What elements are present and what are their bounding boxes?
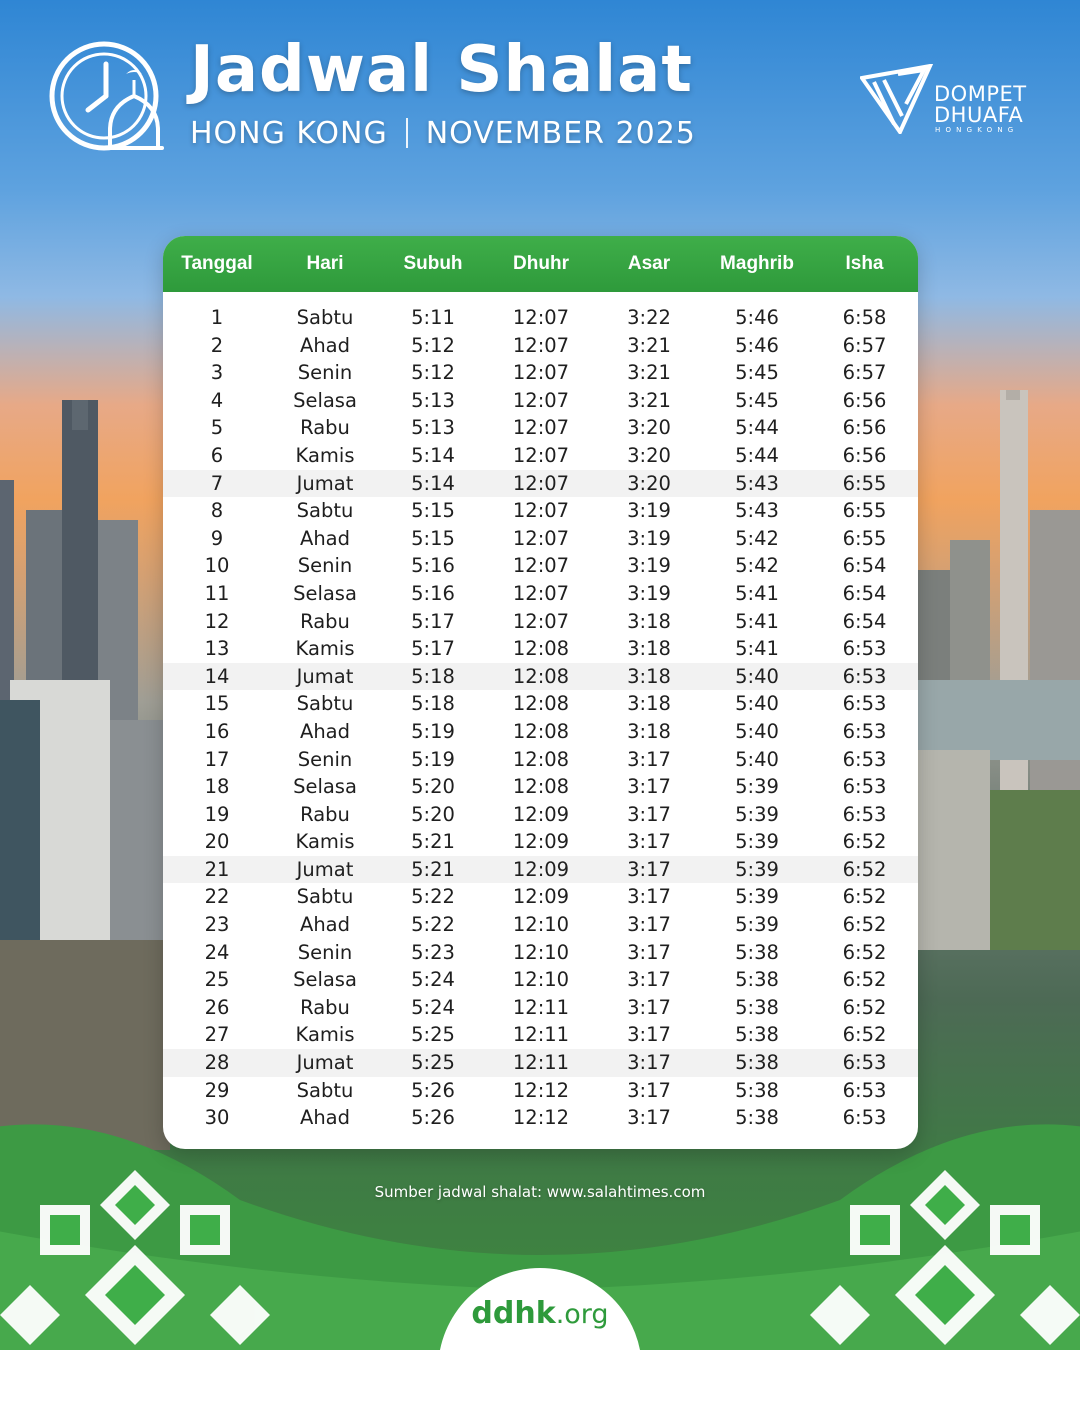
cell-tanggal: 17	[204, 747, 230, 771]
cell-asar: 3:17	[627, 1023, 671, 1047]
ornament-right-decoration	[800, 1165, 1080, 1350]
brand-name	[934, 84, 1027, 126]
table-row	[163, 1021, 918, 1049]
cell-hari: Sabtu	[296, 692, 354, 716]
table-row	[163, 497, 918, 525]
cell-asar: 3:21	[627, 361, 671, 385]
cell-hari: Kamis	[295, 1023, 355, 1047]
cell-isha: 6:54	[842, 554, 887, 578]
table-row	[163, 442, 918, 470]
cell-subuh: 5:25	[411, 1051, 455, 1075]
column-header-maghrib: Maghrib	[720, 253, 794, 274]
cell-asar: 3:19	[627, 526, 671, 550]
cell-tanggal: 30	[204, 1106, 230, 1130]
cell-tanggal: 22	[204, 885, 230, 909]
cell-subuh: 5:17	[411, 609, 455, 633]
table-row	[163, 746, 918, 774]
cell-tanggal: 10	[204, 554, 230, 578]
cell-hari: Ahad	[299, 913, 351, 937]
cell-dhuhr: 12:10	[512, 940, 570, 964]
cell-asar: 3:17	[627, 940, 671, 964]
cell-dhuhr: 12:08	[512, 719, 570, 743]
cell-subuh: 5:14	[411, 443, 455, 467]
cell-subuh: 5:21	[411, 857, 455, 881]
cell-asar: 3:17	[627, 995, 671, 1019]
cell-maghrib: 5:38	[735, 1051, 779, 1075]
cell-isha: 6:55	[842, 471, 887, 495]
cell-subuh: 5:16	[411, 554, 455, 578]
column-header-isha: Isha	[845, 253, 884, 274]
cell-hari: Ahad	[299, 333, 351, 357]
cell-maghrib: 5:39	[735, 885, 779, 909]
cell-isha: 6:53	[842, 747, 887, 771]
cell-hari: Selasa	[293, 581, 357, 605]
cell-subuh: 5:24	[411, 995, 455, 1019]
cell-tanggal: 29	[204, 1078, 230, 1102]
cell-subuh: 5:23	[411, 940, 455, 964]
cell-isha: 6:53	[842, 1106, 887, 1130]
cell-asar: 3:21	[627, 388, 671, 412]
cell-asar: 3:17	[627, 913, 671, 937]
cell-dhuhr: 12:08	[512, 692, 570, 716]
cell-tanggal: 25	[204, 968, 230, 992]
cell-dhuhr: 12:07	[512, 609, 570, 633]
cell-dhuhr: 12:12	[512, 1106, 570, 1130]
cell-subuh: 5:19	[411, 747, 455, 771]
column-header-asar: Asar	[627, 253, 671, 274]
cell-dhuhr: 12:08	[512, 775, 570, 799]
cell-maghrib: 5:46	[735, 333, 779, 357]
cell-isha: 6:53	[842, 1078, 887, 1102]
cell-subuh: 5:18	[411, 692, 455, 716]
table-row	[163, 359, 918, 387]
cell-hari: Jumat	[296, 1051, 354, 1075]
subtitle-divider	[406, 118, 408, 148]
website-tld: .org	[555, 1299, 609, 1330]
cell-isha: 6:56	[842, 416, 887, 440]
cell-hari: Jumat	[296, 471, 354, 495]
website-link[interactable]	[438, 1296, 642, 1331]
table-row	[163, 608, 918, 636]
table-row	[163, 1077, 918, 1105]
page-title: Jadwal Shalat	[190, 33, 693, 107]
table-row	[163, 525, 918, 553]
month-label: NOVEMBER 2025	[425, 116, 696, 151]
table-body	[163, 292, 918, 1132]
cell-maghrib: 5:38	[735, 995, 779, 1019]
cell-maghrib: 5:41	[735, 609, 779, 633]
cell-asar: 3:19	[627, 581, 671, 605]
cell-isha: 6:52	[842, 857, 887, 881]
cell-isha: 6:53	[842, 775, 887, 799]
cell-hari: Kamis	[295, 443, 355, 467]
cell-hari: Jumat	[296, 857, 354, 881]
cell-hari: Ahad	[299, 526, 351, 550]
cell-asar: 3:17	[627, 968, 671, 992]
cell-dhuhr: 12:09	[512, 885, 570, 909]
dompet-dhuafa-logo-icon	[860, 64, 934, 134]
skyline-left-illustration	[0, 400, 170, 1150]
cell-asar: 3:20	[627, 443, 671, 467]
cell-isha: 6:52	[842, 940, 887, 964]
column-header-hari: Hari	[306, 253, 344, 274]
cell-maghrib: 5:40	[735, 719, 779, 743]
cell-hari: Kamis	[295, 830, 355, 854]
cell-maghrib: 5:40	[735, 747, 779, 771]
cell-maghrib: 5:38	[735, 968, 779, 992]
cell-asar: 3:18	[627, 692, 671, 716]
ornament-left-decoration	[0, 1165, 280, 1350]
cell-isha: 6:54	[842, 609, 887, 633]
cell-tanggal: 24	[204, 940, 230, 964]
cell-dhuhr: 12:08	[512, 637, 570, 661]
cell-tanggal: 6	[210, 443, 224, 467]
page-subtitle	[190, 116, 696, 151]
cell-maghrib: 5:38	[735, 1078, 779, 1102]
cell-isha: 6:56	[842, 443, 887, 467]
source-note: Sumber jadwal shalat: www.salahtimes.com	[374, 1183, 706, 1201]
cell-asar: 3:21	[627, 333, 671, 357]
cell-tanggal: 19	[204, 802, 230, 826]
cell-hari: Selasa	[293, 968, 357, 992]
cell-isha: 6:52	[842, 830, 887, 854]
cell-asar: 3:18	[627, 637, 671, 661]
cell-asar: 3:22	[627, 306, 671, 329]
cell-subuh: 5:20	[411, 775, 455, 799]
cell-tanggal: 9	[210, 526, 224, 550]
cell-tanggal: 14	[204, 664, 230, 688]
cell-maghrib: 5:46	[735, 306, 779, 329]
cell-subuh: 5:22	[411, 913, 455, 937]
cell-tanggal: 23	[204, 913, 230, 937]
cell-tanggal: 13	[204, 637, 230, 661]
cell-maghrib: 5:43	[735, 471, 779, 495]
cell-maghrib: 5:39	[735, 802, 779, 826]
cell-dhuhr: 12:10	[512, 968, 570, 992]
cell-dhuhr: 12:07	[512, 526, 570, 550]
cell-hari: Ahad	[299, 719, 351, 743]
cell-hari: Sabtu	[296, 499, 354, 523]
cell-subuh: 5:25	[411, 1023, 455, 1047]
cell-dhuhr: 12:08	[512, 664, 570, 688]
cell-maghrib: 5:44	[735, 416, 779, 440]
table-row	[163, 883, 918, 911]
cell-hari: Kamis	[295, 637, 355, 661]
cell-isha: 6:53	[842, 1051, 887, 1075]
table-row	[163, 994, 918, 1022]
table-row	[163, 690, 918, 718]
cell-hari: Sabtu	[296, 885, 354, 909]
brand-line-1: DOMPET	[934, 82, 1027, 106]
cell-hari: Ahad	[299, 1106, 351, 1130]
table-row	[163, 801, 918, 829]
table-row	[163, 1104, 918, 1132]
cell-maghrib: 5:39	[735, 775, 779, 799]
brand-logo	[860, 64, 1040, 136]
cell-asar: 3:17	[627, 885, 671, 909]
table-row	[163, 387, 918, 415]
cell-subuh: 5:24	[411, 968, 455, 992]
cell-hari: Senin	[297, 940, 353, 964]
cell-asar: 3:19	[627, 499, 671, 523]
cell-dhuhr: 12:07	[512, 554, 570, 578]
cell-hari: Rabu	[300, 995, 350, 1019]
cell-isha: 6:57	[842, 333, 887, 357]
cell-dhuhr: 12:07	[512, 306, 570, 329]
cell-subuh: 5:21	[411, 830, 455, 854]
clock-mosque-icon	[48, 40, 164, 156]
cell-tanggal: 7	[210, 471, 224, 495]
cell-asar: 3:17	[627, 1106, 671, 1130]
cell-maghrib: 5:44	[735, 443, 779, 467]
cell-maghrib: 5:43	[735, 499, 779, 523]
cell-isha: 6:52	[842, 1023, 887, 1047]
cell-subuh: 5:12	[411, 361, 455, 385]
cell-dhuhr: 12:07	[512, 499, 570, 523]
cell-hari: Senin	[297, 554, 353, 578]
cell-isha: 6:53	[842, 664, 887, 688]
cell-subuh: 5:11	[411, 306, 455, 329]
cell-maghrib: 5:38	[735, 1106, 779, 1130]
cell-asar: 3:19	[627, 554, 671, 578]
cell-tanggal: 21	[204, 857, 230, 881]
cell-tanggal: 11	[204, 581, 230, 605]
cell-dhuhr: 12:07	[512, 388, 570, 412]
cell-isha: 6:53	[842, 692, 887, 716]
cell-dhuhr: 12:07	[512, 443, 570, 467]
cell-dhuhr: 12:11	[512, 1051, 570, 1075]
cell-tanggal: 1	[210, 306, 224, 329]
cell-maghrib: 5:45	[735, 361, 779, 385]
cell-tanggal: 2	[210, 333, 224, 357]
cell-isha: 6:53	[842, 719, 887, 743]
cell-subuh: 5:15	[411, 499, 455, 523]
cell-dhuhr: 12:09	[512, 857, 570, 881]
cell-asar: 3:17	[627, 1051, 671, 1075]
cell-asar: 3:18	[627, 664, 671, 688]
cell-maghrib: 5:45	[735, 388, 779, 412]
cell-tanggal: 28	[204, 1051, 230, 1075]
brand-subtext: HONGKONG	[935, 126, 1019, 134]
cell-isha: 6:58	[842, 306, 887, 329]
cell-hari: Rabu	[300, 802, 350, 826]
table-row	[163, 663, 918, 691]
cell-hari: Rabu	[300, 609, 350, 633]
cell-isha: 6:55	[842, 526, 887, 550]
brand-line-2: DHUAFA	[934, 103, 1024, 127]
cell-maghrib: 5:42	[735, 554, 779, 578]
table-row	[163, 856, 918, 884]
cell-subuh: 5:19	[411, 719, 455, 743]
table-header-row	[163, 236, 918, 292]
cell-maghrib: 5:39	[735, 857, 779, 881]
cell-tanggal: 20	[204, 830, 230, 854]
cell-subuh: 5:15	[411, 526, 455, 550]
cell-subuh: 5:17	[411, 637, 455, 661]
cell-tanggal: 15	[204, 692, 230, 716]
cell-hari: Sabtu	[296, 306, 354, 329]
column-header-tanggal: Tanggal	[181, 253, 253, 274]
cell-subuh: 5:12	[411, 333, 455, 357]
table-row	[163, 304, 918, 332]
cell-asar: 3:17	[627, 747, 671, 771]
cell-tanggal: 5	[210, 416, 224, 440]
cell-subuh: 5:26	[411, 1106, 455, 1130]
cell-isha: 6:52	[842, 913, 887, 937]
cell-tanggal: 18	[204, 775, 230, 799]
prayer-schedule-table	[163, 236, 918, 1149]
table-row	[163, 828, 918, 856]
cell-asar: 3:17	[627, 857, 671, 881]
cell-isha: 6:52	[842, 885, 887, 909]
cell-tanggal: 8	[210, 499, 224, 523]
cell-maghrib: 5:40	[735, 692, 779, 716]
cell-hari: Rabu	[300, 416, 350, 440]
cell-isha: 6:56	[842, 388, 887, 412]
cell-maghrib: 5:41	[735, 581, 779, 605]
cell-dhuhr: 12:07	[512, 416, 570, 440]
cell-hari: Jumat	[296, 664, 354, 688]
table-row	[163, 635, 918, 663]
cell-tanggal: 3	[210, 361, 224, 385]
cell-dhuhr: 12:07	[512, 581, 570, 605]
skyline-right-illustration	[910, 390, 1080, 950]
cell-dhuhr: 12:07	[512, 361, 570, 385]
cell-tanggal: 27	[204, 1023, 230, 1047]
table-row	[163, 939, 918, 967]
table-row	[163, 414, 918, 442]
cell-asar: 3:18	[627, 719, 671, 743]
cell-dhuhr: 12:11	[512, 1023, 570, 1047]
table-row	[163, 1049, 918, 1077]
cell-subuh: 5:22	[411, 885, 455, 909]
cell-maghrib: 5:42	[735, 526, 779, 550]
cell-subuh: 5:14	[411, 471, 455, 495]
cell-maghrib: 5:38	[735, 940, 779, 964]
cell-isha: 6:52	[842, 968, 887, 992]
cell-isha: 6:55	[842, 499, 887, 523]
cell-asar: 3:17	[627, 802, 671, 826]
cell-maghrib: 5:39	[735, 913, 779, 937]
cell-isha: 6:53	[842, 802, 887, 826]
cell-tanggal: 12	[204, 609, 230, 633]
cell-dhuhr: 12:12	[512, 1078, 570, 1102]
column-header-subuh: Subuh	[403, 253, 463, 274]
cell-isha: 6:54	[842, 581, 887, 605]
cell-tanggal: 26	[204, 995, 230, 1019]
cell-hari: Selasa	[293, 775, 357, 799]
cell-subuh: 5:16	[411, 581, 455, 605]
website-main: ddhk	[471, 1296, 556, 1331]
cell-maghrib: 5:38	[735, 1023, 779, 1047]
table-row	[163, 966, 918, 994]
table-row	[163, 552, 918, 580]
cell-dhuhr: 12:09	[512, 802, 570, 826]
cell-subuh: 5:20	[411, 802, 455, 826]
cell-isha: 6:52	[842, 995, 887, 1019]
table-row	[163, 470, 918, 498]
cell-subuh: 5:13	[411, 416, 455, 440]
column-header-dhuhr: Dhuhr	[513, 253, 569, 274]
cell-asar: 3:20	[627, 416, 671, 440]
cell-maghrib: 5:41	[735, 637, 779, 661]
cell-dhuhr: 12:11	[512, 995, 570, 1019]
cell-dhuhr: 12:07	[512, 471, 570, 495]
cell-dhuhr: 12:09	[512, 830, 570, 854]
cell-subuh: 5:26	[411, 1078, 455, 1102]
cell-tanggal: 16	[204, 719, 230, 743]
cell-subuh: 5:18	[411, 664, 455, 688]
table-row	[163, 332, 918, 360]
cell-hari: Senin	[297, 361, 353, 385]
cell-maghrib: 5:40	[735, 664, 779, 688]
cell-hari: Selasa	[293, 388, 357, 412]
cell-hari: Senin	[297, 747, 353, 771]
cell-asar: 3:17	[627, 775, 671, 799]
cell-maghrib: 5:39	[735, 830, 779, 854]
cell-asar: 3:17	[627, 830, 671, 854]
city-label: HONG KONG	[190, 116, 388, 151]
table-row	[163, 580, 918, 608]
cell-dhuhr: 12:08	[512, 747, 570, 771]
cell-dhuhr: 12:10	[512, 913, 570, 937]
cell-asar: 3:17	[627, 1078, 671, 1102]
table-row	[163, 773, 918, 801]
cell-isha: 6:53	[842, 637, 887, 661]
cell-subuh: 5:13	[411, 388, 455, 412]
table-row	[163, 718, 918, 746]
cell-asar: 3:20	[627, 471, 671, 495]
cell-dhuhr: 12:07	[512, 333, 570, 357]
cell-asar: 3:18	[627, 609, 671, 633]
table-row	[163, 911, 918, 939]
cell-hari: Sabtu	[296, 1078, 354, 1102]
cell-isha: 6:57	[842, 361, 887, 385]
cell-tanggal: 4	[210, 388, 224, 412]
